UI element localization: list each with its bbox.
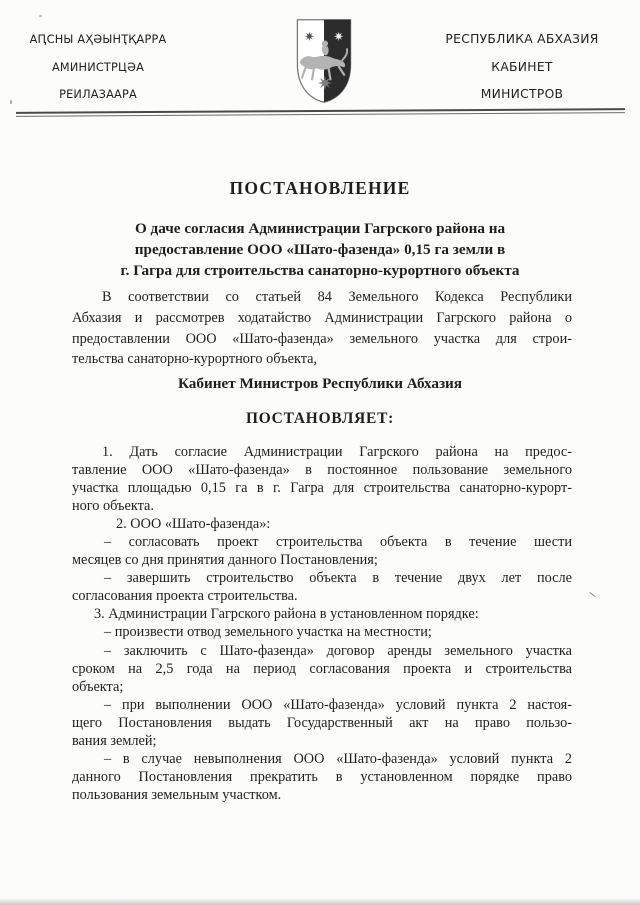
- text-line: КАБИНЕТ: [491, 59, 553, 74]
- text-line: г. Гагра для строительства санаторно-курортного объекта: [120, 262, 520, 279]
- text-line: согласования проекта строительства.: [72, 588, 298, 605]
- text-line: ного объекта.: [72, 498, 154, 515]
- text-line: – завершить строительство объекта в течение двух лет после: [104, 570, 572, 587]
- text-line: О даче согласия Администрации Гагрского района на: [134, 220, 506, 237]
- text-line: вания землей;: [72, 732, 157, 749]
- text-line: 1. Дать согласие Администрации Гагрского района на предос-: [102, 444, 572, 460]
- star-icon: [318, 76, 332, 90]
- letterhead-abkhaz: [12, 26, 184, 109]
- text-line: РЕСПУБЛИКА АБХАЗИЯ: [445, 32, 599, 46]
- document-title: ПОСТАНОВЛЕНИЕ: [229, 178, 411, 198]
- text-line: данного Постановления прекратить в установленном порядке право: [72, 768, 572, 785]
- text-line: предоставление ООО «Шато-фазенда» 0,15 га земли в: [134, 241, 506, 258]
- text-line: объекта;: [72, 678, 124, 695]
- text-line: щего Постановления выдать Государственный акт на право пользо-: [72, 714, 572, 731]
- resolution-text: [72, 443, 572, 804]
- scan-artifact: [589, 592, 595, 597]
- text-line: тельства санаторно-курортного объекта,: [72, 351, 318, 368]
- issuing-body: Кабинет Министров Республики Абхазия: [177, 375, 463, 392]
- scan-artifact: [10, 100, 12, 104]
- text-line: РЕИЛАЗААРА: [59, 88, 137, 101]
- text-line: сроком на 2,5 года на период согласования проекта и строительства: [72, 660, 572, 677]
- text-line: – произвести отвод земельного участка на местности;: [104, 624, 432, 641]
- text-line: месяцев со дня принятия данного Постановления;: [72, 552, 378, 569]
- enacting-word: ПОСТАНОВЛЯЕТ:: [245, 410, 395, 427]
- preamble-paragraph: [72, 287, 572, 370]
- text-line: – в случае невыполнения ООО «Шато-фазенда» условий пункта 2: [104, 750, 572, 767]
- letterhead-russian: [432, 26, 612, 109]
- text-line: 3. Администрации Гагрского района в установленном порядке:: [94, 606, 479, 623]
- text-line: Абхазия и рассмотрев ходатайство Администрации Гагрского района о: [72, 309, 572, 326]
- text-line: тавление ООО «Шато-фазенда» в постоянное пользование земельного: [72, 462, 572, 479]
- star-icon: [334, 31, 344, 41]
- text-line: – при выполнении ООО «Шато-фазенда» условий пункта 2 настоя-: [104, 696, 572, 713]
- text-line: АМИНИСТРЦӘА: [51, 60, 145, 74]
- scan-artifact: [39, 15, 42, 17]
- header-separator-rule: [16, 108, 625, 117]
- star-icon: [305, 31, 315, 41]
- abkhazia-coat-of-arms-icon: [293, 17, 355, 105]
- text-line: 2. ООО «Шато-фазенда»:: [116, 516, 271, 533]
- text-line: МИНИСТРОВ: [480, 87, 564, 101]
- text-line: участка площадью 0,15 га в г. Гагра для строительства санаторно-курорт-: [72, 480, 572, 497]
- text-line: пользования земельным участком.: [72, 786, 282, 803]
- document-subject: [80, 218, 560, 281]
- text-line: АԤСНЫ АҲӘЫНҬҚАРРА: [29, 33, 167, 46]
- text-line: – заключить с Шато-фазенда» договор аренды земельного участка: [104, 642, 572, 659]
- text-line: – согласовать проект строительства объекта в течение шести: [104, 534, 572, 551]
- text-line: В соответствии со статьей 84 Земельного Кодекса Республики: [102, 289, 572, 305]
- text-line: предоставлении ООО «Шато-фазенда» земельного участка для строи-: [72, 330, 572, 347]
- scan-edge-shadow: [0, 898, 640, 905]
